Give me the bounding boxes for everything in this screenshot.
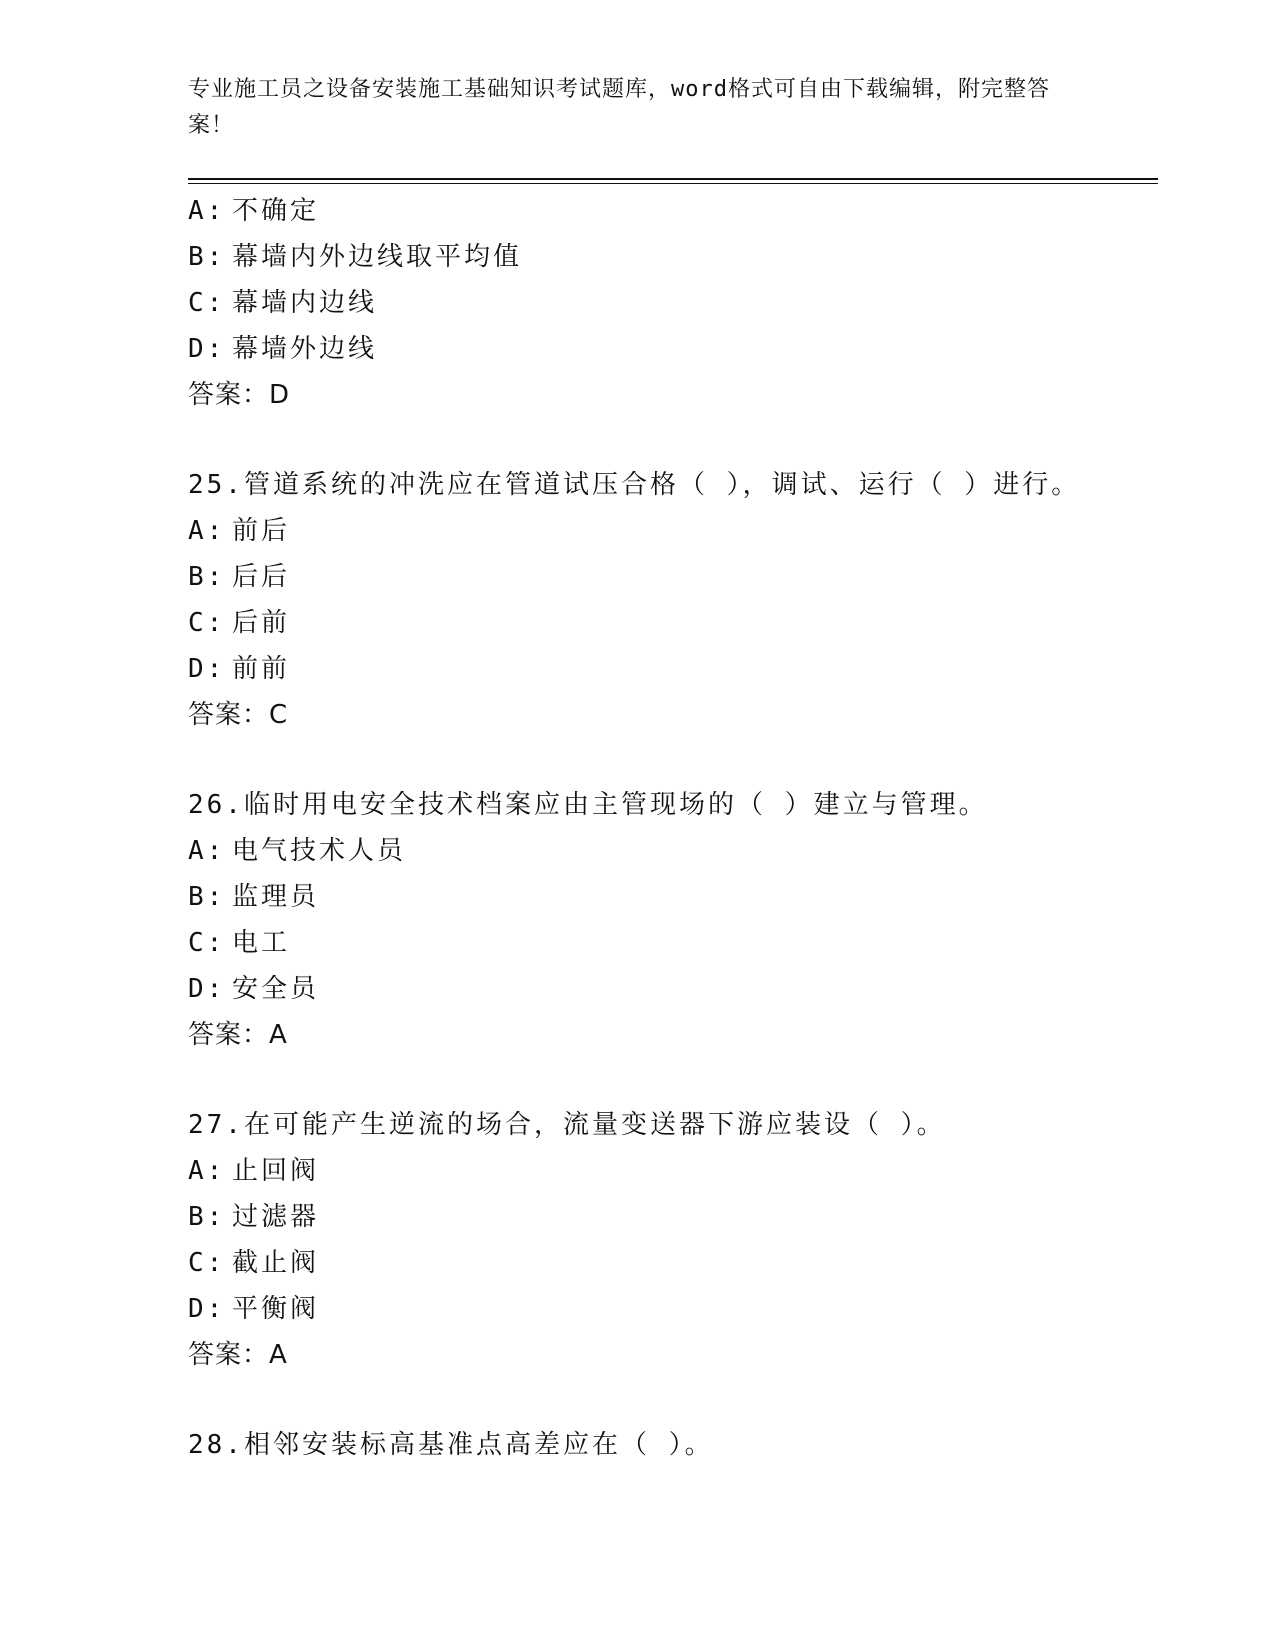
- option-a: [188, 188, 1158, 234]
- option-letter: B:: [188, 882, 226, 912]
- document-header: 专业施工员之设备安装施工基础知识考试题库，word格式可自由下载编辑，附完整答案！: [188, 77, 1050, 138]
- answer-line: 答案：D: [188, 380, 291, 410]
- option-text: 监理员: [232, 882, 320, 912]
- option-b: [188, 1194, 1158, 1240]
- option-d: [188, 966, 1158, 1012]
- question-stem: 28.相邻安装标高基准点高差应在（ ）。: [188, 1430, 714, 1460]
- option-text: 后后: [232, 562, 291, 592]
- option-letter: A:: [188, 836, 226, 866]
- question-25-block: [188, 462, 1158, 738]
- option-d: [188, 326, 1158, 372]
- option-letter: D:: [188, 974, 226, 1004]
- question-27-block: [188, 1102, 1158, 1378]
- answer-line: 答案：A: [188, 1340, 288, 1370]
- option-text: 过滤器: [232, 1202, 320, 1232]
- option-letter: C:: [188, 608, 226, 638]
- option-d: [188, 646, 1158, 692]
- option-b: [188, 554, 1158, 600]
- option-text: 幕墙外边线: [232, 334, 378, 364]
- answer-line: 答案：A: [188, 1020, 288, 1050]
- option-text: 前后: [232, 516, 291, 546]
- header-divider: [188, 178, 1158, 184]
- question-26-block: [188, 782, 1158, 1058]
- option-letter: A:: [188, 196, 226, 226]
- option-text: 幕墙内外边线取平均值: [232, 242, 523, 272]
- question-list: [188, 188, 1158, 1468]
- option-letter: C:: [188, 288, 226, 318]
- option-text: 不确定: [232, 196, 320, 226]
- option-letter: C:: [188, 928, 226, 958]
- option-text: 后前: [232, 608, 291, 638]
- option-a: [188, 508, 1158, 554]
- option-text: 平衡阀: [232, 1294, 320, 1324]
- question-stem: 26.临时用电安全技术档案应由主管现场的（ ）建立与管理。: [188, 790, 988, 820]
- question-24-block: [188, 188, 1158, 418]
- option-c: [188, 280, 1158, 326]
- option-b: [188, 874, 1158, 920]
- option-text: 电工: [232, 928, 291, 958]
- option-text: 电气技术人员: [232, 836, 407, 866]
- option-c: [188, 600, 1158, 646]
- option-letter: D:: [188, 334, 226, 364]
- option-c: [188, 1240, 1158, 1286]
- option-c: [188, 920, 1158, 966]
- option-d: [188, 1286, 1158, 1332]
- option-letter: C:: [188, 1248, 226, 1278]
- answer-line: 答案：C: [188, 700, 289, 730]
- option-letter: B:: [188, 562, 226, 592]
- option-a: [188, 1148, 1158, 1194]
- option-letter: B:: [188, 242, 226, 272]
- option-letter: D:: [188, 654, 226, 684]
- question-stem: 25.管道系统的冲洗应在管道试压合格（ ），调试、运行（ ）进行。: [188, 470, 1081, 500]
- option-letter: A:: [188, 1156, 226, 1186]
- option-a: [188, 828, 1158, 874]
- option-letter: A:: [188, 516, 226, 546]
- option-text: 止回阀: [232, 1156, 320, 1186]
- option-text: 安全员: [232, 974, 320, 1004]
- question-28-block: [188, 1422, 1158, 1468]
- option-letter: D:: [188, 1294, 226, 1324]
- question-stem: 27.在可能产生逆流的场合，流量变送器下游应装设（ ）。: [188, 1110, 946, 1140]
- option-text: 幕墙内边线: [232, 288, 378, 318]
- option-text: 截止阀: [232, 1248, 320, 1278]
- option-b: [188, 234, 1158, 280]
- option-text: 前前: [232, 654, 291, 684]
- option-letter: B:: [188, 1202, 226, 1232]
